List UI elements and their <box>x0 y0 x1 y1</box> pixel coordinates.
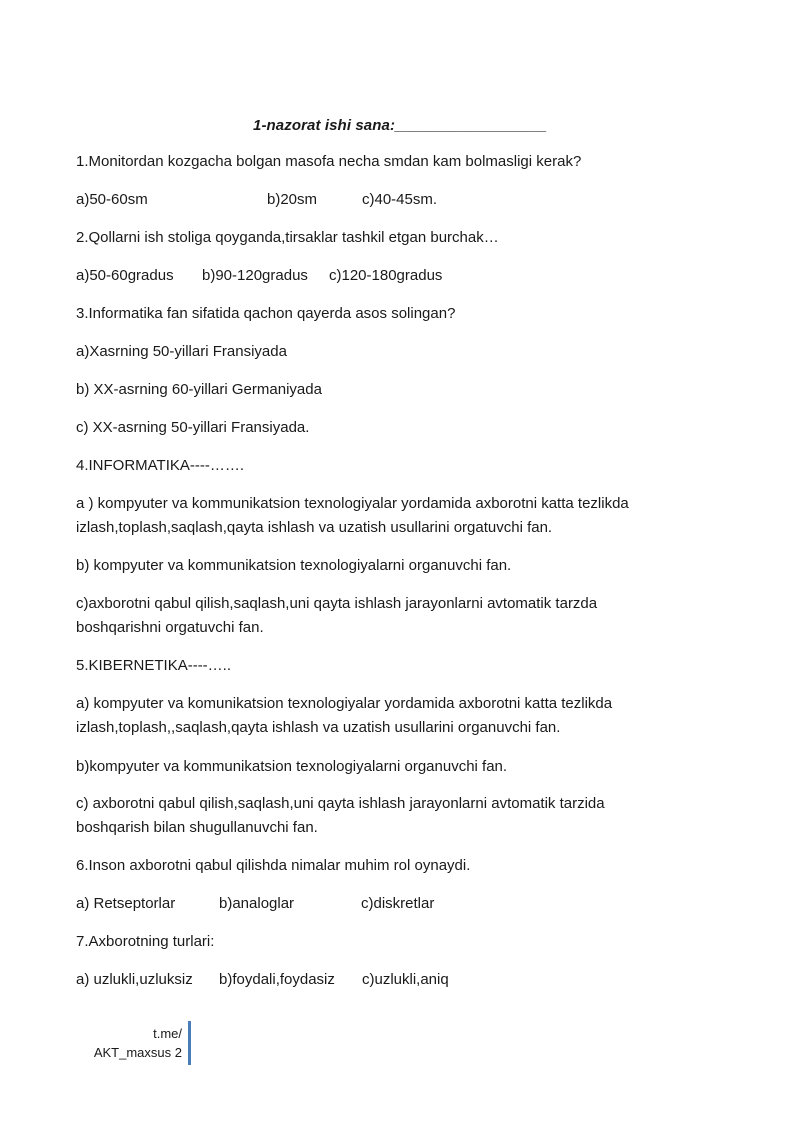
question-4-option-a-cont: izlash,toplash,saqlash,qayta ishlash va uzatish usullarini orgatuvchi fan. <box>76 519 553 536</box>
option-a: a)50-60gradus <box>76 267 174 284</box>
question-4: 4.INFORMATIKA----……. <box>76 457 245 474</box>
option-c: c)uzlukli,aniq <box>362 971 449 988</box>
question-5-option-c: c) axborotni qabul qilish,saqlash,uni qayta ishlash jarayonlarni avtomatik tarzida <box>76 795 605 812</box>
question-6: 6.Inson axborotni qabul qilishda nimalar muhim rol oynaydi. <box>76 857 471 874</box>
question-3-option-b: b) XX-asrning 60-yillari Germaniyada <box>76 381 322 398</box>
question-7-options <box>76 968 449 992</box>
question-6-options <box>76 892 435 916</box>
option-b: b)foydali,foydasiz <box>219 971 335 988</box>
option-c: c)120-180gradus <box>329 267 443 284</box>
question-1-options <box>76 188 438 212</box>
question-4-option-c-cont: boshqarishni orgatuvchi fan. <box>76 619 264 636</box>
footer-link-line1: t.me/ <box>153 1026 182 1041</box>
question-1: 1.Monitordan kozgacha bolgan masofa necha smdan kam bolmasligi kerak? <box>76 153 582 170</box>
footer-divider <box>188 1021 191 1065</box>
question-4-option-b: b) kompyuter va kommunikatsion texnologiyalarni organuvchi fan. <box>76 557 512 574</box>
option-c: c)40-45sm. <box>362 191 438 208</box>
option-a: a)50-60sm <box>76 191 148 208</box>
footer-link-line2: AKT_maxsus 2 <box>93 1045 182 1060</box>
question-5-option-c-cont: boshqarish bilan shugullanuvchi fan. <box>76 819 318 836</box>
question-5-option-b: b)kompyuter va kommunikatsion texnologiyalarni organuvchi fan. <box>76 758 508 775</box>
option-a: a) uzlukli,uzluksiz <box>76 971 193 988</box>
question-5: 5.KIBERNETIKA----….. <box>76 657 232 674</box>
option-b: b)analoglar <box>219 895 295 912</box>
question-3: 3.Informatika fan sifatida qachon qayerda asos solingan? <box>76 305 456 322</box>
question-5-option-a: a) kompyuter va komunikatsion texnologiyalar yordamida axborotni katta tezlikda <box>76 695 613 712</box>
option-b: b)20sm <box>267 191 318 208</box>
option-b: b)90-120gradus <box>202 267 308 284</box>
question-3-option-c: c) XX-asrning 50-yillari Fransiyada. <box>76 419 310 436</box>
option-a: a) Retseptorlar <box>76 895 176 912</box>
question-4-option-c: c)axborotni qabul qilish,saqlash,uni qayta ishlash jarayonlarni avtomatik tarzda <box>76 595 598 612</box>
option-c: c)diskretlar <box>361 895 435 912</box>
question-5-option-a-cont: izlash,toplash,,saqlash,qayta ishlash va uzatish usullarini organuvchi fan. <box>76 719 561 736</box>
question-4-option-a: a ) kompyuter va kommunikatsion texnologiyalar yordamida axborotni katta tezlikda <box>76 495 629 512</box>
question-3-option-a: a)Xasrning 50-yillari Fransiyada <box>76 343 287 360</box>
question-7: 7.Axborotning turlari: <box>76 933 215 950</box>
page-footer <box>84 1024 182 1062</box>
question-2-options <box>76 264 443 288</box>
page-title: 1-nazorat ishi sana:__________________ <box>253 117 547 134</box>
question-2: 2.Qollarni ish stoliga qoyganda,tirsaklar tashkil etgan burchak… <box>76 229 499 246</box>
